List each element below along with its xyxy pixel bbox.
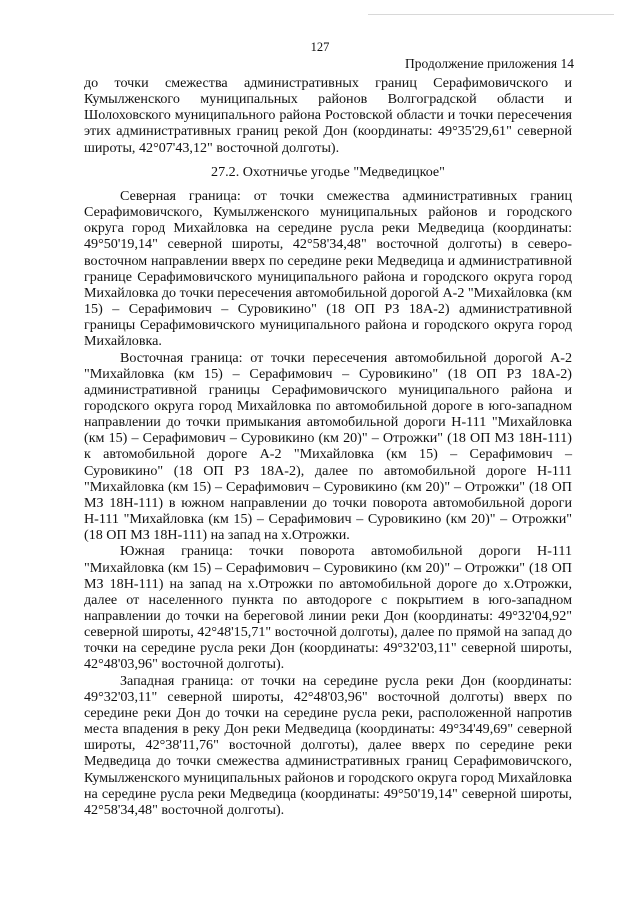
section-heading: 27.2. Охотничье угодье "Медведицкое" — [211, 163, 445, 180]
appendix-continuation-note: Продолжение приложения 14 — [404, 56, 574, 71]
document-body — [84, 75, 572, 818]
scan-edge-line — [368, 14, 614, 15]
page-number: 127 — [310, 40, 330, 54]
continuation-paragraph: до точки смежества административных границ Серафимовичского и Кумылженского муниципальных районов Волгоградской области и Шолоховского муниципального района Ростовской области и точки пересечения этих административных границ рекой Дон (координаты: 49°35'29,61" северной широты, 42°07'43,12" восточной долготы). — [84, 75, 572, 156]
north-border-paragraph: Северная граница: от точки смежества административных границ Серафимовичского, Кумылженского муниципальных районов и городского округа город Михайловка на середине русла реки Медведица (координаты: 49°50'19,14" северной широты, 42°58'34,48" восточной долготы) в северо-восточном направлении вверх по середине реки Медведица и административной границе Серафимовичского муниципального района и городского округа город Михайловка до точки пересечения автомобильной дорогой А-2 "Михайловка (км 15) – Серафимович – Суровикино" (18 ОП РЗ 18А-2) административной границы Серафимовичского муниципального района и городского округа город Михайловка. — [84, 187, 572, 350]
east-border-paragraph: Восточная граница: от точки пересечения автомобильной дорогой А-2 "Михайловка (км 15) – Серафимович – Суровикино" (18 ОП РЗ 18А-2) административной границы Серафимовичского муниципального района и городского округа город Михайловка по автомобильной дороге в юго-западном направлении до точки примыкания автомобильной дороги Н-111 "Михайловка (км 15) – Серафимович – Суровикино (км 20)" – Отрожки" (18 ОП МЗ 18Н-111) к автомобильной дороге А-2 "Михайловка (км 15) – Серафимович – Суровикино" (18 ОП РЗ 18А-2), далее по автомобильной дороге Н-111 "Михайловка (км 15) – Серафимович – Суровикино (км 20)" – Отрожки" (18 ОП МЗ 18Н-111) в южном направлении до точки поворота автомобильной дороги Н-111 "Михайловка (км 15) – Серафимович – Суровикино (км 20)" – Отрожки" (18 ОП МЗ 18Н-111) на запад на х.Отрожки. — [84, 349, 572, 544]
south-border-paragraph: Южная граница: точки поворота автомобильной дороги Н-111 "Михайловка (км 15) – Серафимович – Суровикино (км 20)" – Отрожки" (18 ОП МЗ 18Н-111) на запад на х.Отрожки по автомобильной дороге до х.Отрожки, далее от населенного пункта по автодороге с покрытием в юго-западном направлении до точки на береговой линии реки Дон (координаты: 49°32'04,92" северной широты, 42°48'15,71" восточной долготы), далее по прямой на запад до точки на середине русла реки Дон (координаты: 49°32'03,11" северной широты, 42°48'03,96" восточной долготы). — [84, 543, 572, 673]
west-border-paragraph: Западная граница: от точки на середине русла реки Дон (координаты: 49°32'03,11" северной широты, 42°48'03,96" восточной долготы) вверх по середине реки Дон до точки на середине русла реки, расположенной напротив места впадения в реку Дон реки Медведица (координаты: 49°34'49,69" северной широты, 42°38'11,76" восточной долготы), далее вверх по середине реки Медведица до точки смежества административных границ Серафимовичского, Кумылженского муниципальных районов и городского округа город Михайловка на середине русла реки Медведица (координаты: 49°50'19,14" северной широты, 42°58'34,48" восточной долготы). — [84, 672, 572, 818]
